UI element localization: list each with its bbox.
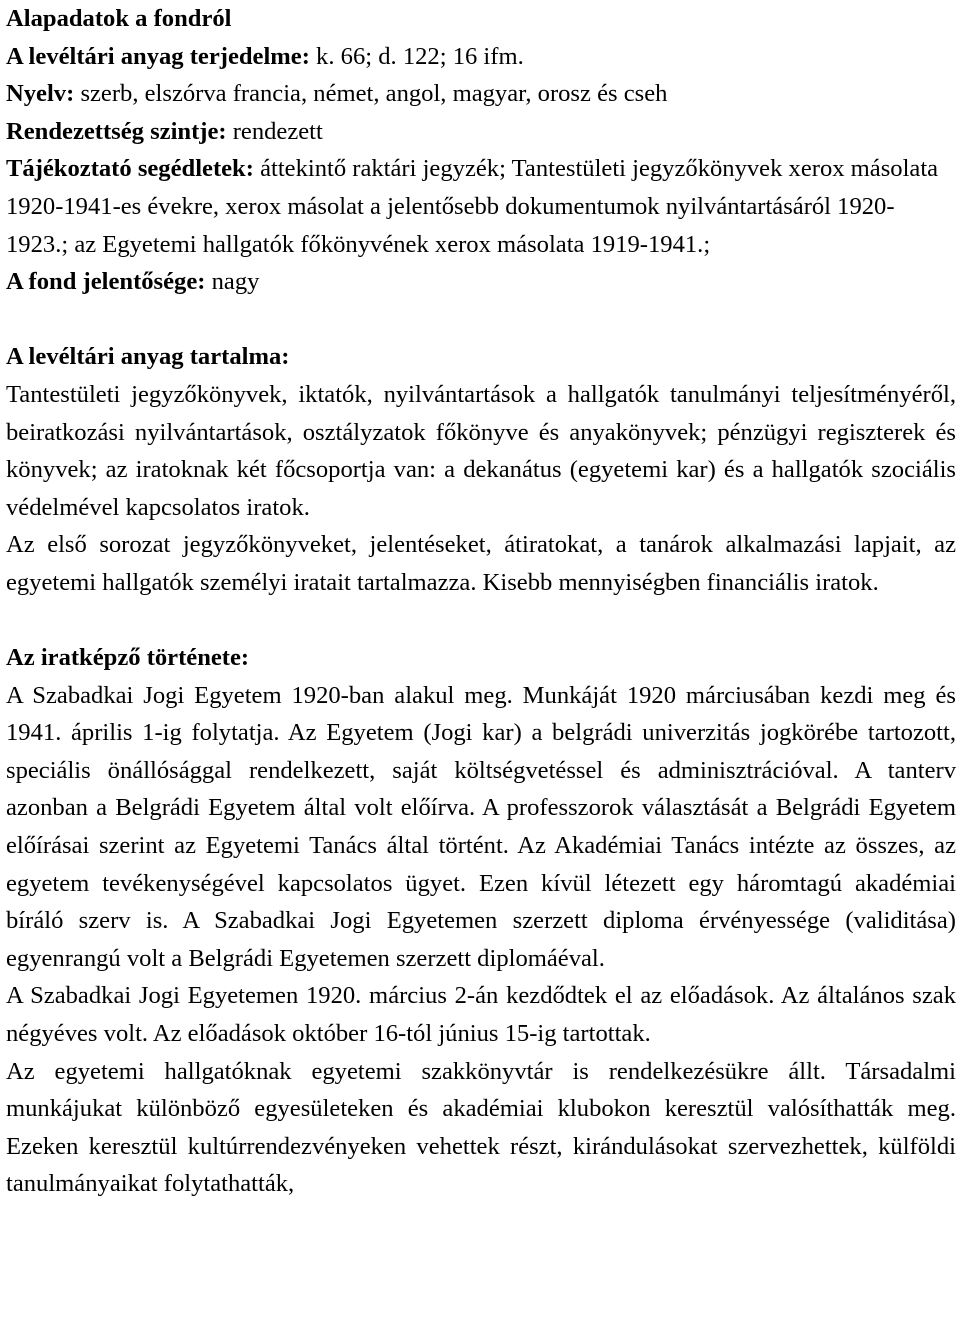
history-heading: Az iratképző története: <box>6 644 250 672</box>
finding-aids-label: Tájékoztató segédletek: <box>6 155 254 183</box>
section-spacer <box>6 301 956 339</box>
significance-entry <box>6 263 956 301</box>
language-label: Nyelv: <box>6 80 75 108</box>
extent-value: k. 66; d. 122; 16 ifm. <box>309 42 524 70</box>
basic-data-title: Alapadatok a fondról <box>6 5 232 32</box>
history-paragraph: A Szabadkai Jogi Egyetemen 1920. március 2-án kezdődtek el az előadások. Az általános szak négyéves volt. Az előadások október 16-tól június 15-ig tartottak. <box>6 982 956 1048</box>
section-spacer <box>6 602 956 640</box>
significance-value: nagy <box>205 268 260 296</box>
content-heading: A levéltári anyag tartalma: <box>6 343 290 371</box>
order-level-value: rendezett <box>226 117 323 145</box>
language-entry <box>6 75 956 113</box>
significance-label: A fond jelentősége: <box>6 268 206 296</box>
history-paragraph: Az egyetemi hallgatóknak egyetemi szakkönyvtár is rendelkezésükre állt. Társadalmi munkájukat különböző egyesületeken és akadémiai klubokon keresztül valósíthatták meg. Ezeken keresztül kultúrrendezvényeken vehettek részt, kirándulásokat szervezhettek, külföldi tanulmányaikat folytathatták, <box>6 1057 956 1198</box>
finding-aids-entry <box>6 150 956 263</box>
language-value: szerb, elszórva francia, német, angol, magyar, orosz és cseh <box>74 80 668 108</box>
content-paragraph: Tantestületi jegyzőkönyvek, iktatók, nyilvántartások a hallgatók tanulmányi teljesítményéről, beiratkozási nyilvántartások, osztályzatok főkönyve és anyakönyvek; pénzügyi regiszterek és könyvek; az iratoknak két főcsoportja van: a dekanátus (egyetemi kar) és a hallgatók szociális védelmével kapcsolatos iratok. <box>6 380 956 521</box>
finding-aids-value: áttekintő raktári jegyzék; Tantestületi jegyzőkönyvek xerox másolata 1920-1941-es évekre, xerox másolat a jelentősebb dokumentumok nyilvántartásáról 1920-1923.; az Egyetemi hallgatók főkönyvének xerox másolata 1919-1941.; <box>6 155 939 258</box>
extent-entry <box>6 38 956 76</box>
content-paragraph: Az első sorozat jegyzőkönyveket, jelentéseket, átiratokat, a tanárok alkalmazási lapjait, az egyetemi hallgatók személyi iratait tartalmazza. Kisebb mennyiségben financiális iratok. <box>6 531 956 596</box>
order-level-label: Rendezettség szintje: <box>6 117 227 145</box>
extent-label: A levéltári anyag terjedelme: <box>6 42 310 70</box>
history-paragraph: A Szabadkai Jogi Egyetem 1920-ban alakul meg. Munkáját 1920 márciusában kezdi meg és 1941. április 1-ig folytatja. Az Egyetem (Jogi kar) a belgrádi univerzitás jogkörébe tartozott, speciális önállósággal rendelkezett, saját költségvetéssel és adminisztrációval. A tanterv azonban a Belgrádi Egyetem által volt előírva. A professzorok választását a Belgrádi Egyetem előírásai szerint az Egyetemi Tanács által történt. Az Akadémiai Tanács intézte az összes, az egyetem tevékenységével kapcsolatos ügyet. Ezen kívül létezett egy háromtagú akadémiai bíráló szerv is. A Szabadkai Jogi Egyetemen szerzett diploma érvényessége (validitása) egyenrangú volt a Belgrádi Egyetemen szerzett diplomáéval. <box>6 681 956 972</box>
order-level-entry <box>6 113 956 151</box>
